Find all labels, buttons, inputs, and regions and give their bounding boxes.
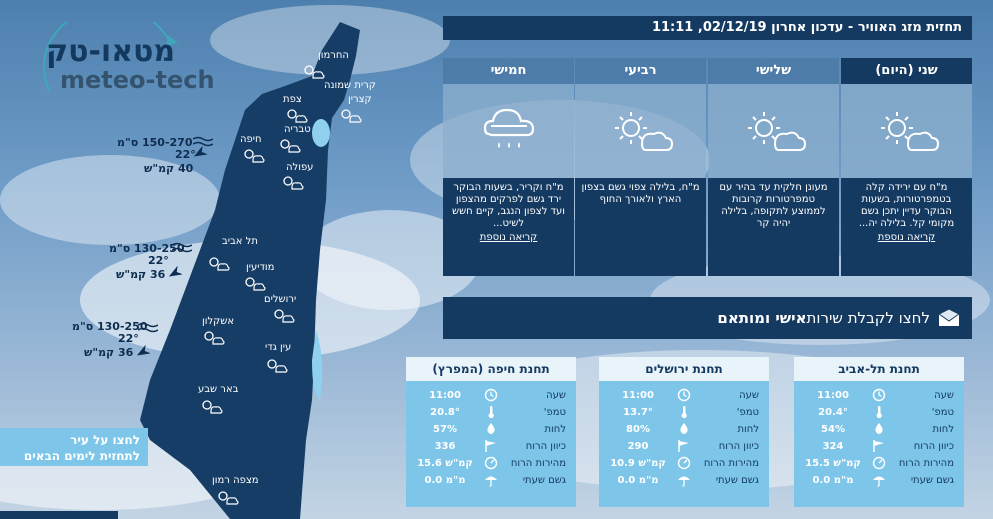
sun-cloud-icon	[240, 146, 266, 164]
wind-arrow-icon	[193, 146, 207, 160]
label-wind-speed: מהירות הרוח	[510, 458, 566, 469]
city-haifa[interactable]: חיפה	[240, 134, 262, 145]
label-wind-dir: כיוון הרוח	[525, 441, 566, 452]
value-rain: 0.0 מ"מ	[812, 475, 854, 486]
city-hermon[interactable]: החרמון	[318, 50, 349, 61]
umbrella-icon	[677, 473, 691, 487]
city-afula[interactable]: עפולה	[286, 162, 314, 173]
sea-waves-south: 130-250 ס"מ	[72, 320, 148, 333]
humidity-icon	[872, 422, 886, 436]
sea-waves-center: 130-250 ס"מ	[109, 242, 185, 255]
sun-cloud-icon	[200, 328, 226, 346]
station-jerusalem[interactable]	[599, 357, 769, 507]
humidity-icon	[677, 422, 691, 436]
day-name: רביעי	[575, 58, 706, 84]
flag-icon	[872, 439, 886, 453]
day-name: חמישי	[443, 58, 574, 84]
gauge-icon	[484, 456, 498, 470]
sun-cloud-icon	[276, 136, 302, 154]
sun-cloud-icon	[214, 488, 240, 506]
day-name: שני (היום)	[841, 58, 972, 84]
clock-icon	[677, 388, 691, 402]
value-temp: 20.4°	[818, 407, 848, 418]
sea-wind-center: 36 קמ"ש	[116, 268, 166, 281]
sun-cloud-icon	[872, 106, 942, 156]
station-title: תחנת ירושלים	[599, 357, 769, 381]
umbrella-icon	[484, 473, 498, 487]
city-modiin[interactable]: מודיעין	[246, 262, 275, 273]
value-wind-dir: 290	[627, 441, 649, 452]
city-ein-gedi[interactable]: עין גדי	[265, 342, 292, 353]
station-haifa[interactable]	[406, 357, 576, 507]
wind-arrow-icon	[168, 266, 182, 280]
day-text: מ"ח עם ירידה קלה בטמפרטורות, בשעות הבוקר עדיין יתכן גשם מקומי קל. בלילה יה...	[858, 182, 955, 229]
city-tveria[interactable]: טבריה	[284, 124, 311, 135]
envelope-icon	[938, 309, 960, 327]
humidity-icon	[484, 422, 498, 436]
day-name: שלישי	[708, 58, 839, 84]
city-tzfat[interactable]: צפת	[283, 94, 302, 105]
station-title: תחנת חיפה (המפרץ)	[406, 357, 576, 381]
flag-icon	[484, 439, 498, 453]
value-humidity: 57%	[433, 424, 457, 435]
logo-hebrew[interactable]: מטאו-טק	[46, 34, 176, 69]
sun-cloud-icon	[270, 306, 296, 324]
city-click-note[interactable]	[0, 428, 148, 466]
value-humidity: 80%	[626, 424, 650, 435]
sun-cloud-icon	[606, 106, 676, 156]
sun-cloud-icon	[337, 106, 363, 124]
label-humidity: לחות	[544, 424, 566, 435]
clock-icon	[872, 388, 886, 402]
day-text: מעונן חלקית עד בהיר עם טמפרטורות קרובות לממוצע לתקופה, בלילה יהיה קר	[719, 182, 828, 229]
day-description	[575, 178, 706, 276]
value-rain: 0.0 מ"מ	[617, 475, 659, 486]
umbrella-icon	[872, 473, 886, 487]
label-hour: שעה	[934, 390, 954, 401]
thermometer-icon	[677, 405, 691, 419]
city-mitzpe-ramon[interactable]: מצפה רמון	[212, 475, 259, 486]
label-temp: טמפ'	[931, 407, 954, 418]
day-description	[708, 178, 839, 276]
station-title: תחנת תל-אביב	[794, 357, 964, 381]
forecast-day-thursday[interactable]	[443, 58, 574, 276]
value-wind-dir: 324	[822, 441, 844, 452]
sun-cloud-icon	[205, 254, 231, 272]
sea-temp-center: 22°	[148, 254, 169, 267]
city-ashkelon[interactable]: אשקלון	[202, 316, 234, 327]
day-description	[841, 178, 972, 276]
value-wind-speed: 15.5 קמ"ש	[805, 458, 861, 469]
label-hour: שעה	[546, 390, 566, 401]
sun-cloud-icon	[263, 356, 289, 374]
thermometer-icon	[872, 405, 886, 419]
label-hour: שעה	[739, 390, 759, 401]
sea-temp-south: 22°	[118, 332, 139, 345]
wind-arrow-icon	[136, 345, 150, 359]
sun-cloud-icon	[198, 397, 224, 415]
value-hour: 11:00	[622, 390, 654, 401]
station-tel-aviv[interactable]	[794, 357, 964, 507]
label-humidity: לחות	[932, 424, 954, 435]
day-description	[443, 178, 574, 276]
gauge-icon	[872, 456, 886, 470]
sea-temp-north: 22°	[175, 148, 196, 161]
value-wind-speed: 15.6 קמ"ש	[417, 458, 473, 469]
clock-icon	[484, 388, 498, 402]
forecast-day-tuesday[interactable]	[708, 58, 839, 276]
city-click-line1: לחצו על עיר	[70, 433, 140, 447]
bottom-tab[interactable]	[0, 511, 118, 519]
forecast-header: תחזית מזג האוויר - עדכון אחרון 02/12/19, 11:11	[443, 16, 972, 40]
city-jerusalem[interactable]: ירושלים	[264, 294, 297, 305]
sea-wind-south: 36 קמ"ש	[84, 346, 134, 359]
personal-service-prefix: לחצו לקבלת שירות	[806, 309, 930, 327]
personal-service-button[interactable]	[443, 297, 972, 339]
gauge-icon	[677, 456, 691, 470]
city-kiryat-shmona[interactable]: קרית שמונה	[324, 80, 376, 91]
city-beer-sheva[interactable]: באר שבע	[198, 384, 239, 395]
city-katzrin[interactable]: קצרין	[348, 94, 372, 105]
sea-waves-north: 150-270 ס"מ	[117, 136, 193, 149]
value-humidity: 54%	[821, 424, 845, 435]
flag-icon	[677, 439, 691, 453]
label-wind-speed: מהירות הרוח	[703, 458, 759, 469]
sun-cloud-icon	[279, 173, 305, 191]
label-wind-speed: מהירות הרוח	[898, 458, 954, 469]
forecast-panel	[443, 58, 972, 276]
value-hour: 11:00	[429, 390, 461, 401]
label-wind-dir: כיוון הרוח	[913, 441, 954, 452]
day-text: מ"ח וקריר, בשעות הבוקר ירד גשם לפרקים מהצפון ועד לצפון הנגב, קיים חשש לשיט...	[452, 182, 565, 229]
label-wind-dir: כיוון הרוח	[718, 441, 759, 452]
sun-cloud-icon	[739, 106, 809, 156]
sea-wind-north: 40 קמ"ש	[144, 162, 194, 175]
thermometer-icon	[484, 405, 498, 419]
waves-icon	[172, 242, 192, 254]
value-hour: 11:00	[817, 390, 849, 401]
read-more-link[interactable]: קריאה נוספת	[877, 232, 936, 243]
sun-cloud-icon	[241, 274, 267, 292]
rain-cloud-icon	[479, 104, 539, 158]
label-rain: גשם שעתי	[522, 475, 566, 486]
read-more-link[interactable]: קריאה נוספת	[479, 232, 538, 243]
value-temp: 13.7°	[623, 407, 653, 418]
value-wind-dir: 336	[434, 441, 456, 452]
forecast-day-monday[interactable]	[841, 58, 972, 276]
city-click-line2: לתחזית לימים הבאים	[23, 449, 140, 463]
label-rain: גשם שעתי	[910, 475, 954, 486]
label-humidity: לחות	[737, 424, 759, 435]
waves-icon	[138, 322, 158, 334]
value-wind-speed: 10.9 קמ"ש	[610, 458, 666, 469]
forecast-day-wednesday[interactable]	[575, 58, 706, 276]
sun-cloud-icon	[283, 106, 309, 124]
sun-cloud-icon	[300, 62, 326, 80]
label-rain: גשם שעתי	[715, 475, 759, 486]
value-temp: 20.8°	[430, 407, 460, 418]
day-text: מ"ח, בלילה צפוי גשם בצפון הארץ ולאורך החוף	[581, 182, 700, 205]
label-temp: טמפ'	[543, 407, 566, 418]
value-rain: 0.0 מ"מ	[424, 475, 466, 486]
city-tel-aviv[interactable]: תל אביב	[222, 236, 258, 247]
personal-service-bold: אישי ומותאם	[717, 309, 807, 327]
logo-english[interactable]: meteo-tech	[60, 66, 215, 94]
label-temp: טמפ'	[736, 407, 759, 418]
